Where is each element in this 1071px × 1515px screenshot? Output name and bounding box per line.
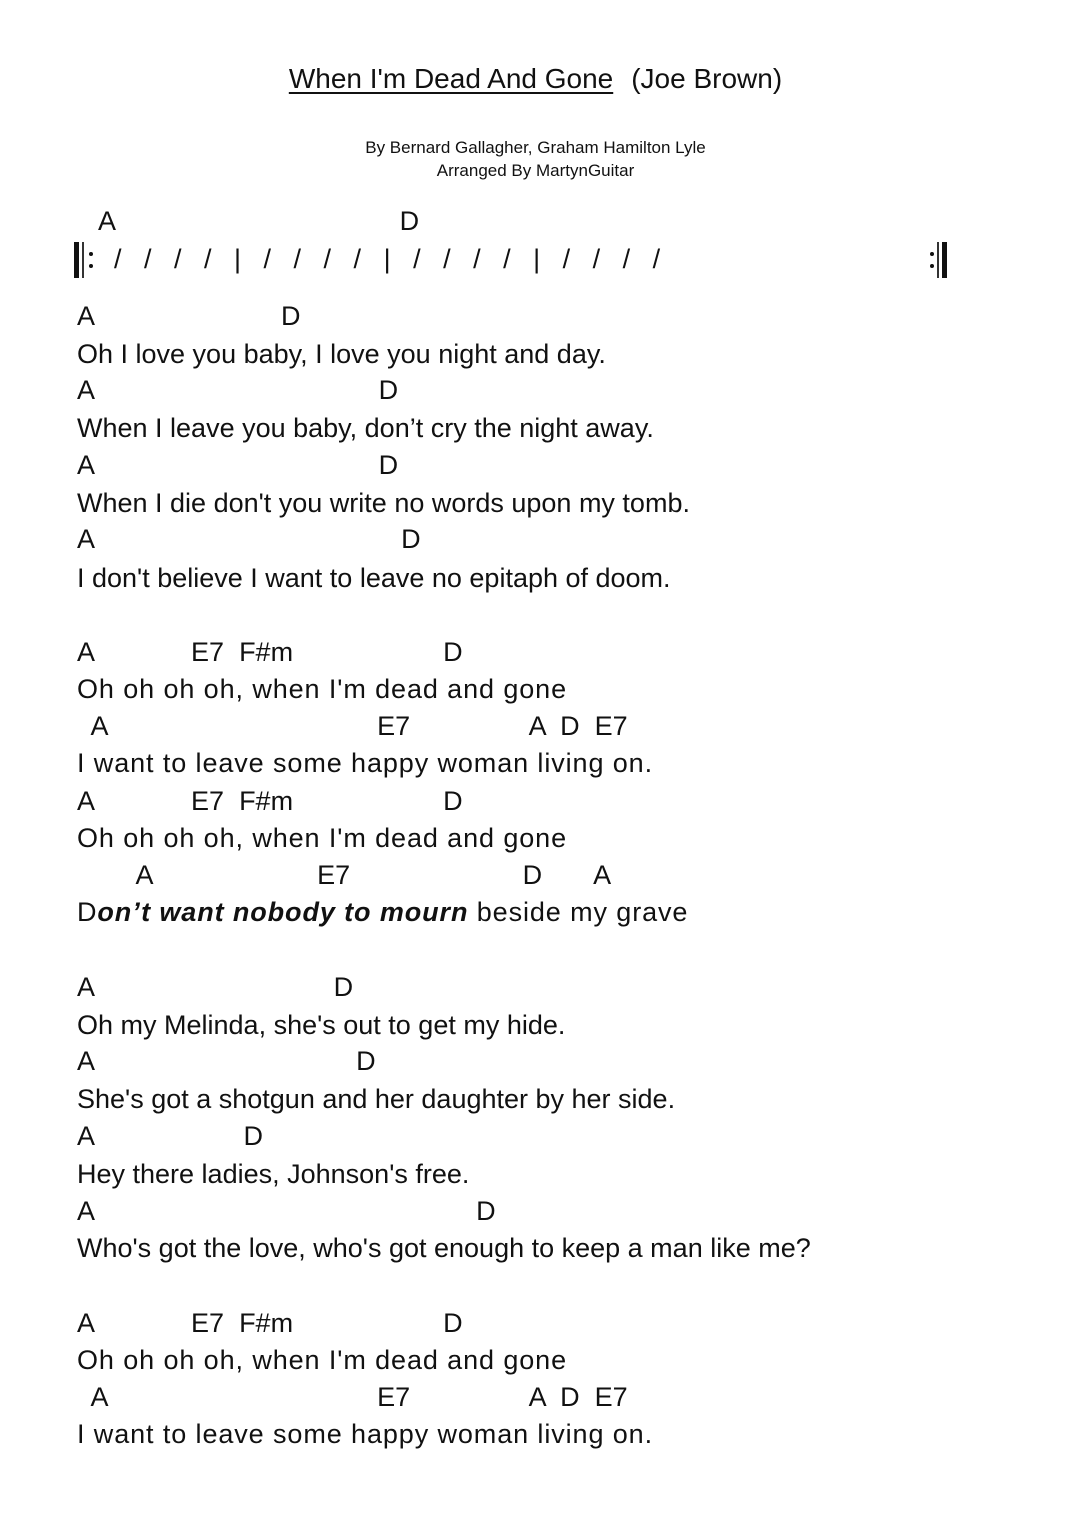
strum-slashes: / / / / | / / / / | / / / / | / / / / (114, 244, 661, 274)
chord-line: A E7 D A (77, 860, 612, 890)
chord-line: A D (77, 450, 399, 480)
writers-credit: By Bernard Gallagher, Graham Hamilton Lyle (365, 138, 706, 157)
chord-line: A D (77, 1196, 496, 1226)
chord-line: A D (77, 375, 399, 405)
lyric-line (77, 896, 688, 928)
lyric-line: Oh oh oh oh, when I'm dead and gone (77, 674, 567, 704)
song-artist: (Joe Brown) (631, 63, 783, 94)
emphasized-lyric: on’t want nobody to mourn (97, 897, 469, 927)
chord-line: A E7 F#m D (77, 1308, 463, 1338)
lyric-line: Oh my Melinda, she's out to get my hide. (77, 1010, 566, 1040)
lyric-line: I want to leave some happy woman living on. (77, 1419, 653, 1449)
chord-line: A D (77, 301, 301, 331)
song-title: When I'm Dead And Gone (288, 63, 614, 94)
arranger-credit: Arranged By MartynGuitar (436, 161, 635, 180)
intro-strum-pattern (74, 240, 954, 280)
lyric-first-letter: D (77, 897, 98, 927)
lyric-line: Who's got the love, who's got enough to keep a man like me? (77, 1233, 811, 1263)
chord-line: A D (77, 1046, 376, 1076)
lyric-line: I don't believe I want to leave no epitaph of doom. (77, 563, 671, 593)
chord-line: A D (77, 524, 421, 554)
lyric-line: When I die don't you write no words upon my tomb. (77, 488, 690, 518)
chord-line: A E7 A D E7 (77, 711, 628, 741)
chord-line: A D (77, 972, 354, 1002)
lyric-remainder: beside my grave (468, 897, 689, 927)
lyric-line: She's got a shotgun and her daughter by her side. (77, 1084, 676, 1114)
intro-chords: A D (77, 206, 420, 236)
chord-line: A E7 A D E7 (77, 1382, 628, 1412)
lyric-line: When I leave you baby, don’t cry the night away. (77, 413, 654, 443)
lyric-line: Oh oh oh oh, when I'm dead and gone (77, 1345, 567, 1375)
chord-line: A E7 F#m D (77, 786, 463, 816)
chord-line: A D (77, 1121, 264, 1151)
chord-line: A E7 F#m D (77, 637, 463, 667)
lyric-line: I want to leave some happy woman living on. (77, 748, 653, 778)
lyric-line: Hey there ladies, Johnson's free. (77, 1159, 470, 1189)
song-heading (0, 62, 1071, 96)
lyric-line: Oh oh oh oh, when I'm dead and gone (77, 823, 567, 853)
lyric-line: Oh I love you baby, I love you night and day. (77, 339, 606, 369)
